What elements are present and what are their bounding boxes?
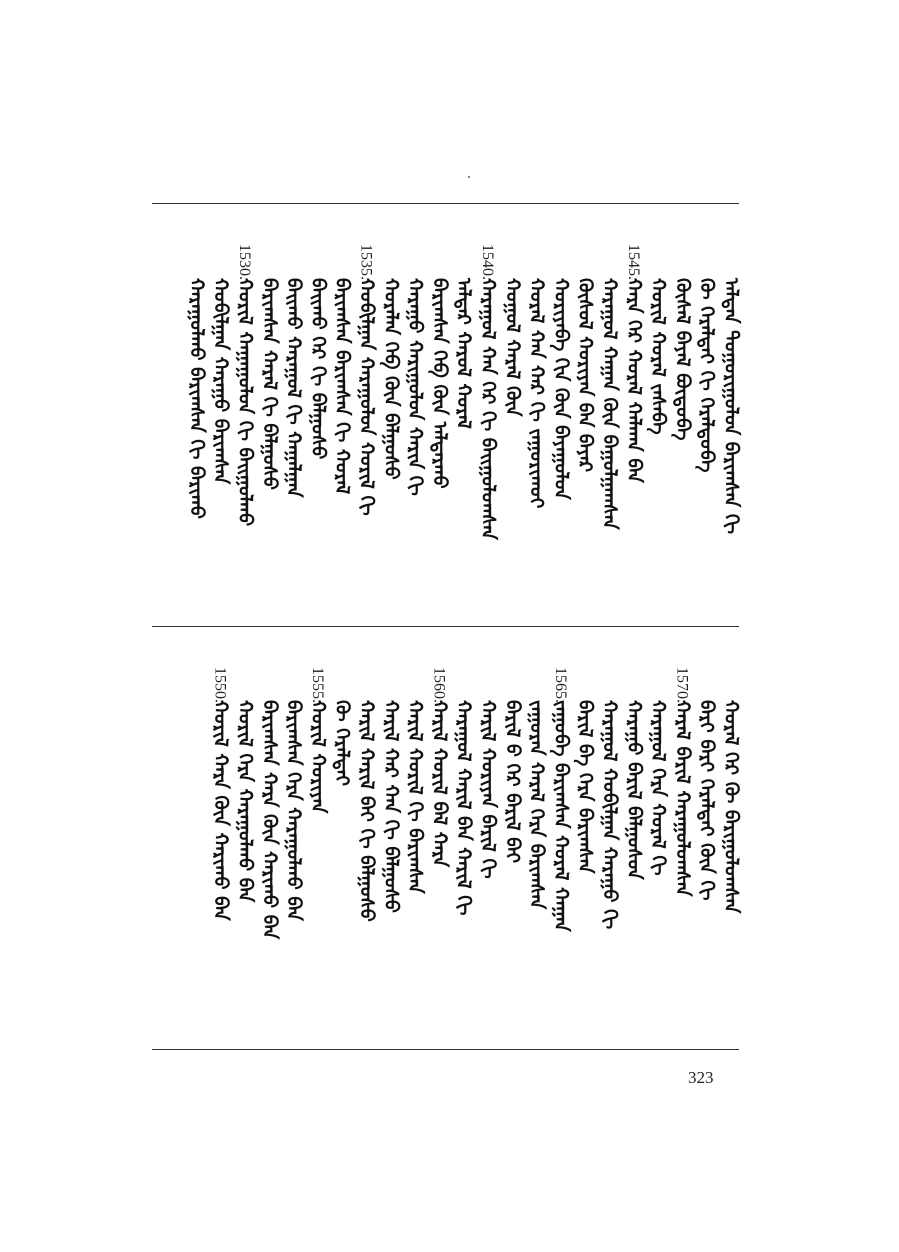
line-number: 1565. [551, 667, 569, 703]
verse-line: ᠪᠠᠷᠢᠭᠰᠠᠨ ᠬᠠᠷᠠᠯ ᠬᠢ ᠪᠠᠯᠭᠤᠰᠤ [258, 278, 281, 490]
verse-line: ᠬᠤᠷᠢᠶᠠᠪᠠ ᠬᠢᠨ ᠬᠦᠨ ᠪᠠᠶᠠᠭᠤᠯᠤᠨ [549, 278, 572, 500]
verse-line: ᠬᠠᠷᠠᠭᠤᠯ ᠬᠤᠪᠢᠯᠭᠠᠨ ᠬᠠᠷᠠᠭᠤ ᠬᠢ [598, 700, 621, 930]
verse-line: ᠬᠦ ᠭᠡᠷᠡᠯᠲᠡᠢ [331, 700, 354, 786]
verse-line: ᠪᠠᠢᠬᠤ ᠬᠠᠷᠠᠭᠤᠯ ᠬᠢ ᠬᠠᠭᠠᠯᠭᠠᠨ [282, 278, 305, 498]
verse-line: ᠬᠠᠷᠠᠭᠤᠯᠬᠤ ᠪᠠᠷᠢᠭᠰᠠᠨ ᠬᠢ ᠪᠠᠷᠢᠬᠤ [185, 278, 208, 519]
verse-line: ᠬᠠᠷᠠᠭᠤᠯ ᠬᠠᠷᠢᠯ ᠪᠠᠨ ᠬᠠᠷᠢᠯ ᠬᠢ [452, 700, 475, 916]
middle-rule [152, 626, 739, 627]
verse-line: ᠬᠠᠷᠠ ᠬᠡᠷ ᠬᠤᠷᠠᠯ ᠬᠠᠯᠬᠠᠨ ᠪᠠᠨ [622, 278, 645, 483]
verse-line: ᠬᠦᠰᠦᠯ ᠬᠤᠷᠢᠶᠠᠨ ᠪᠠᠨ ᠪᠠᠶᠠᠷ [574, 278, 597, 473]
verse-line: ᠪᠠᠷᠢᠭᠰᠠᠨ ᠬᠡᠷᠡ ᠬᠠᠷᠠᠭᠤᠯᠬᠤ ᠪᠠᠨ [282, 700, 305, 921]
verse-line: ᠬᠠᠷᠠᠭᠤ ᠬᠠᠷᠢᠭᠤᠯᠤᠨ ᠬᠠᠷᠢᠨ ᠬᠢ [404, 278, 427, 496]
verse-line: ᠬᠤᠷᠢᠯ ᠬᠤᠷᠢᠶᠠᠨ [306, 700, 329, 814]
line-number: 1555. [308, 667, 326, 703]
verse-line: ᠪᠠᠷᠢᠭᠰᠠᠨ ᠬᠠᠷᠠ ᠬᠦᠨ ᠬᠠᠷᠢᠬᠤ ᠪᠠᠨ [258, 700, 281, 940]
verse-line: ᠬᠤᠷᠢᠯ ᠬᠠᠷᠠ ᠬᠦᠨ ᠬᠠᠷᠢᠬᠤ ᠪᠠᠨ [209, 700, 232, 921]
verse-line: ᠬᠠᠷᠠᠭᠤ ᠪᠠᠷᠢᠯ ᠪᠠᠯᠭᠤᠰᠤᠨ [622, 700, 645, 880]
verse-line: ᠬᠠᠷᠢᠯ ᠬᠤᠷᠢᠶᠠᠨ ᠪᠠᠷᠢᠯ ᠬᠢ [477, 700, 499, 879]
page-number: 323 [688, 1068, 714, 1087]
line-number: 1550. [211, 667, 229, 703]
line-number: 1570. [673, 667, 691, 703]
line-number: 1540. [479, 244, 496, 280]
verse-line: ᠬᠤᠷᠠᠯ ᠬᠠᠨ ᠬᠠᠷ ᠬᠢ ᠵᠠᠭᠤᠷᠢᠬᠤᠢ [525, 278, 548, 509]
verse-line: ᠬᠤᠷᠠᠯ ᠬᠡᠷ ᠬᠦ ᠪᠠᠷᠢᠭᠤᠯᠤᠭᠰᠠᠨ [720, 700, 742, 914]
verse-line: ᠪᠠᠢᠬᠤ ᠬᠡᠷ ᠬᠢ ᠪᠠᠯᠭᠤᠰᠤ [306, 278, 329, 460]
verse-line: ᠬᠠᠷᠠᠭᠤᠯ ᠬᠡᠷᠡ ᠬᠤᠷᠠᠯ ᠬᠢ [647, 700, 670, 876]
verse-line: ᠬᠤᠪᠢᠯᠭᠠᠨ ᠬᠠᠷᠠᠭᠤᠯᠤᠨ ᠬᠤᠷᠢᠯ ᠬᠢ [355, 278, 378, 516]
bottom-rule [152, 1049, 739, 1050]
verse-line: ᠪᠠᠷᠢᠯ ᠪᠠ ᠬᠡᠷᠡ ᠪᠠᠷᠢᠭᠰᠠᠨ [574, 700, 597, 874]
verse-line: ᠬᠦ ᠭᠡᠷᠡᠯᠲᠡᠢ ᠬᠢ ᠭᠡᠷᠡᠯᠲᠦᠪᠡ [695, 278, 718, 473]
line-number: 1560. [430, 667, 448, 703]
verse-line: ᠬᠤᠭᠤᠯ ᠬᠠᠷᠠᠯ ᠬᠦᠨ [501, 278, 524, 417]
verse-line: ᠬᠤᠷᠠᠯᠠᠨ ᠬᠡᠪ ᠬᠦᠨ ᠪᠠᠯᠭᠤᠰᠤ [379, 278, 402, 480]
verse-line: ᠪᠠᠷᠢᠭᠰᠠᠨ ᠪᠠᠷᠢᠭᠰᠠᠨ ᠬᠢ ᠬᠤᠷᠠᠯ [331, 278, 354, 495]
verse-line: ᠪᠠᠷᠢᠯ ᠪ ᠬᠡᠷ ᠪᠠᠷᠢᠯ ᠪᠠᠢ [501, 700, 524, 864]
verse-line: ᠬᠤᠷᠢᠯ ᠬᠡᠷᠡ ᠬᠠᠷᠠᠭᠤᠯᠬᠤ ᠪᠠᠨ [234, 700, 256, 903]
verse-line: ᠵᠠᠭᠤᠷᠠᠨ ᠬᠠᠷᠠᠯ ᠬᠡᠷᠡ ᠪᠠᠷᠢᠭᠰᠠᠨ [525, 700, 548, 910]
line-number: 1535. [357, 244, 375, 280]
verse-line: ᠪᠠᠷᠢᠭᠰᠠᠨ ᠬᠡᠪ ᠬᠦᠨ ᠠᠯᠳᠠᠷᠬᠤ [428, 278, 451, 489]
scan-speck [468, 176, 470, 178]
verse-line: ᠬᠦᠰᠡᠯ ᠪᠡᠶᠡᠯ ᠪᠦᠲᠦᠪᠡ [671, 278, 694, 441]
line-number: 1545. [624, 244, 642, 280]
verse-line: ᠬᠠᠷᠠᠭᠤᠯ ᠬᠠᠭᠠᠨ ᠬᠦᠨ ᠪᠠᠭᠤᠯᠭᠠᠭᠰᠠᠨ [598, 278, 621, 530]
verse-line: ᠠᠯᠳᠠᠷ ᠬᠠᠷᠤᠯ ᠬᠤᠷᠠᠯ [452, 278, 475, 429]
verse-line: ᠠᠯᠲᠠᠨ ᠲᠣᠭᠣᠷᠢᠭᠤᠯᠤᠨ ᠪᠠᠷᠢᠭᠰᠠᠨ ᠬᠢ [720, 278, 742, 535]
verse-line: ᠬᠤᠪᠢᠯᠭᠠᠨ ᠬᠠᠷᠠᠭᠤ ᠪᠠᠷᠢᠭᠰᠠᠨ [209, 278, 232, 485]
verse-line: ᠬᠠᠷᠠᠭᠤᠯ ᠬᠠᠨ ᠬᠡᠷ ᠬᠢ ᠪᠠᠢᠭᠤᠯᠤᠭᠰᠠᠨ [477, 278, 499, 540]
verse-line: ᠬᠠᠷᠢᠯ ᠬᠠᠷᠢᠯ ᠪᠠᠢ ᠬᠢ ᠪᠠᠯᠭᠤᠰᠤ [355, 700, 378, 922]
verse-line: ᠬᠤᠷᠢᠯ ᠬᠠᠭᠠᠭᠤᠯᠤᠨ ᠬᠢ ᠪᠠᠢᠭᠤᠯᠬᠤ [234, 278, 256, 527]
verse-line: ᠬᠠᠷᠢᠯ ᠬᠤᠷᠢᠯ ᠬᠢ ᠪᠠᠷᠢᠭᠰᠠᠨ [404, 700, 427, 894]
verse-line: ᠬᠠᠷᠢᠯ ᠬᠤᠷᠢᠯ ᠪᠠᠯ ᠬᠠᠷᠠ [428, 700, 451, 868]
top-rule [152, 203, 739, 204]
verse-line: ᠪᠠᠷᠢ ᠪᠠᠷᠢ ᠭᠡᠷᠡᠯᠲᠡᠢ ᠬᠦᠨ ᠬᠢ [695, 700, 718, 901]
line-number: 1530. [236, 244, 253, 280]
verse-line: ᠬᠤᠷᠢᠯ ᠬᠤᠷᠠᠯ ᠵᠠᠰᠠᠪᠠ [647, 278, 670, 435]
verse-line: ᠵᠠᠭᠤᠪᠠ ᠪᠠᠷᠢᠭᠰᠠᠨ ᠬᠤᠷᠠᠯ ᠬᠠᠭᠠᠨ [549, 700, 572, 932]
verse-line: ᠬᠠᠷᠠᠯ ᠪᠠᠷᠢᠯ ᠬᠠᠷᠠᠭᠤᠯᠤᠭᠰᠠᠨ [671, 700, 694, 897]
verse-line: ᠬᠠᠷᠢᠯ ᠬᠠᠷ ᠬᠠᠨ ᠬᠢ ᠪᠠᠯᠭᠤᠰᠤ [379, 700, 402, 913]
